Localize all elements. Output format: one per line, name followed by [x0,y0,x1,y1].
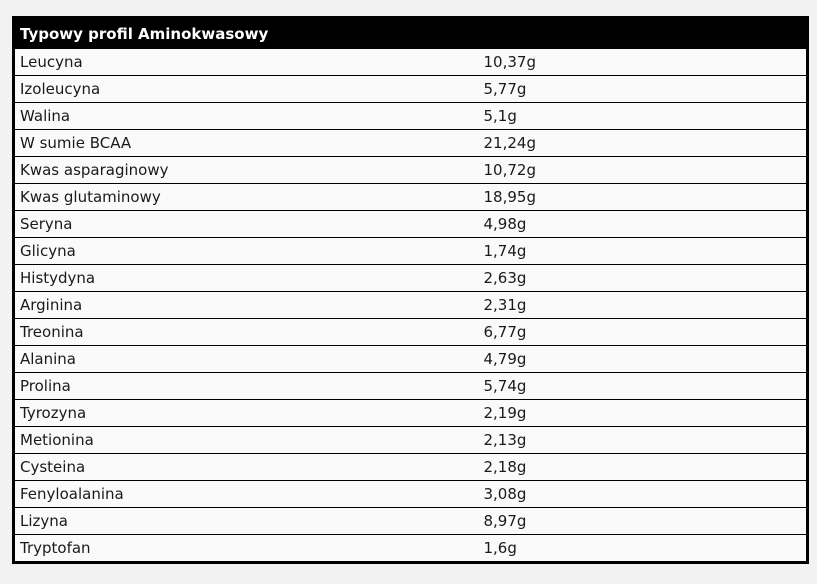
amino-acid-name: Fenyloalanina [14,481,479,508]
table-header-row [14,18,808,50]
amino-acid-name: Cysteina [14,454,479,481]
amino-acid-name: Seryna [14,211,479,238]
amino-acid-name: Lizyna [14,508,479,535]
table-row [14,184,808,211]
table-row [14,103,808,130]
amino-acid-value: 1,74g [479,238,808,265]
amino-acid-value: 5,77g [479,76,808,103]
amino-acid-value: 2,19g [479,400,808,427]
amino-acid-value: 18,95g [479,184,808,211]
amino-acid-value: 5,1g [479,103,808,130]
table-row [14,508,808,535]
table-row [14,49,808,76]
amino-acid-value: 8,97g [479,508,808,535]
amino-acid-name: Histydyna [14,265,479,292]
amino-acid-value: 2,18g [479,454,808,481]
amino-acid-value: 4,98g [479,211,808,238]
amino-acid-name: Alanina [14,346,479,373]
table-row [14,427,808,454]
amino-acid-name: Tyrozyna [14,400,479,427]
table-row [14,400,808,427]
amino-acid-name: W sumie BCAA [14,130,479,157]
table-body [14,49,808,563]
amino-acid-value: 5,74g [479,373,808,400]
amino-acid-value: 6,77g [479,319,808,346]
amino-acid-value: 21,24g [479,130,808,157]
table-row [14,211,808,238]
amino-acid-value: 1,6g [479,535,808,563]
table-row [14,292,808,319]
amino-acid-value: 10,37g [479,49,808,76]
table-row [14,265,808,292]
amino-acid-name: Tryptofan [14,535,479,563]
amino-acid-name: Izoleucyna [14,76,479,103]
amino-acid-value: 2,31g [479,292,808,319]
table-row [14,130,808,157]
amino-acid-name: Kwas asparaginowy [14,157,479,184]
table-row [14,319,808,346]
amino-acid-value: 10,72g [479,157,808,184]
table-row [14,535,808,563]
amino-acid-value: 4,79g [479,346,808,373]
amino-acid-name: Leucyna [14,49,479,76]
table-row [14,238,808,265]
amino-acid-profile-table [12,16,809,564]
amino-acid-name: Walina [14,103,479,130]
table-row [14,76,808,103]
amino-acid-name: Prolina [14,373,479,400]
amino-acid-value: 2,13g [479,427,808,454]
amino-acid-name: Arginina [14,292,479,319]
table-row [14,373,808,400]
table-title: Typowy profil Aminokwasowy [14,18,808,50]
amino-acid-value: 2,63g [479,265,808,292]
amino-acid-name: Kwas glutaminowy [14,184,479,211]
table-row [14,157,808,184]
table-row [14,481,808,508]
table-row [14,454,808,481]
amino-acid-value: 3,08g [479,481,808,508]
amino-acid-name: Glicyna [14,238,479,265]
amino-acid-name: Metionina [14,427,479,454]
amino-acid-name: Treonina [14,319,479,346]
table-row [14,346,808,373]
